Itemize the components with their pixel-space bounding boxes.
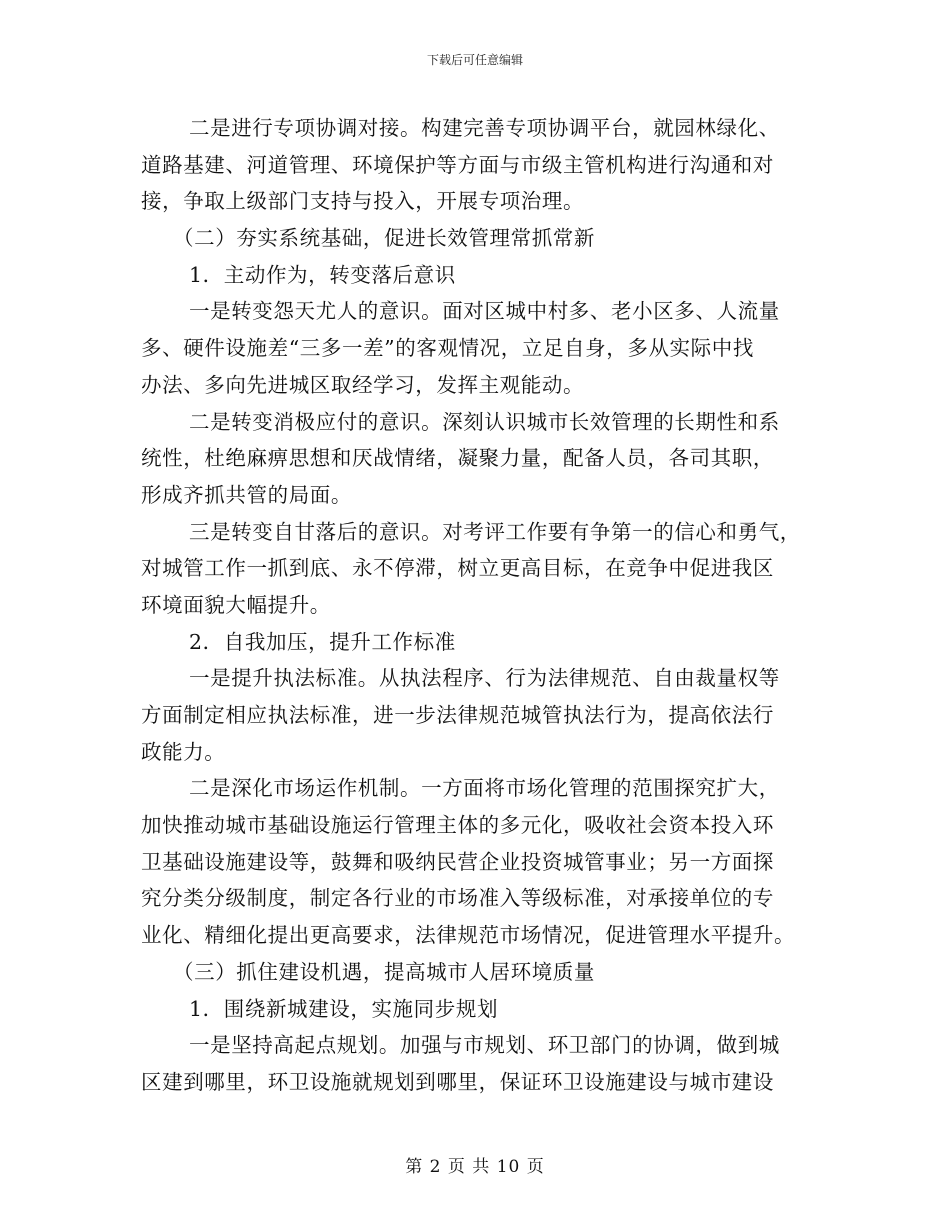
text-line: 究分类分级制度，制定各行业的市场准入等级标准，对承接单位的专	[141, 886, 774, 911]
text-line: 卫基础设施建设等，鼓舞和吸纳民营企业投资城管事业；另一方面探	[141, 849, 774, 874]
text-line: 三是转变自甘落后的意识。对考评工作要有争第一的信心和勇气，	[189, 519, 801, 544]
subsection-heading: 1．主动作为，转变落后意识	[189, 262, 456, 287]
text-line: 接，争取上级部门支持与投入，开展专项治理。	[141, 189, 585, 214]
text-line: 二是深化市场运作机制。一方面将市场化管理的范围探究扩大，	[189, 776, 780, 801]
text-line: 一是转变怨天尤人的意识。面对区城中村多、老小区多、人流量	[189, 299, 780, 324]
text-line: 一是坚持高起点规划。加强与市规划、环卫部门的协调，做到城	[189, 1033, 780, 1058]
subsection-heading: 2．自我加压，提升工作标准	[189, 629, 456, 654]
text-line: 业化、精细化提出更高要求，法律规范市场情况，促进管理水平提升。	[141, 923, 796, 948]
text-line: 区建到哪里，环卫设施就规划到哪里，保证环卫设施建设与城市建设	[141, 1069, 774, 1094]
page-header: 下载后可任意编辑	[426, 53, 523, 67]
text-line: 加快推动城市基础设施运行管理主体的多元化，吸收社会资本投入环	[141, 813, 774, 838]
text-line: 办法、多向先进城区取经学习，发挥主观能动。	[141, 372, 585, 397]
text-line: 道路基建、河道管理、环境保护等方面与市级主管机构进行沟通和对	[141, 152, 774, 177]
text-line: 环境面貌大幅提升。	[141, 592, 331, 617]
text-line: 方面制定相应执法标准，进一步法律规范城管执法行为，提高依法行	[141, 703, 774, 727]
document-body	[141, 110, 821, 1101]
text-line: 二是转变消极应付的意识。深刻认识城市长效管理的长期性和系	[189, 409, 780, 434]
text-line: 统性，杜绝麻痹思想和厌战情绪，凝聚力量，配备人员，各司其职，	[141, 446, 774, 471]
section-heading: （三）抓住建设机遇，提高城市人居环境质量	[173, 959, 595, 984]
text-line: 对城管工作一抓到底、永不停滞，树立更高目标，在竞争中促进我区	[141, 556, 774, 581]
text-line: 形成齐抓共管的局面。	[141, 482, 352, 507]
text-line: 政能力。	[141, 739, 226, 764]
text-line: 一是提升执法标准。从执法程序、行为法律规范、自由裁量权等	[189, 666, 780, 691]
text-line: 二是进行专项协调对接。构建完善专项协调平台，就园林绿化、	[189, 116, 780, 140]
page-footer: 第 2 页 共 10 页	[405, 1157, 545, 1177]
section-heading: （二）夯实系统基础，促进长效管理常抓常新	[173, 226, 595, 251]
subsection-heading: 1．围绕新城建设，实施同步规划	[189, 996, 499, 1021]
text-line: 多、硬件设施差“三多一差”的客观情况，立足自身，多从实际中找	[141, 336, 754, 361]
